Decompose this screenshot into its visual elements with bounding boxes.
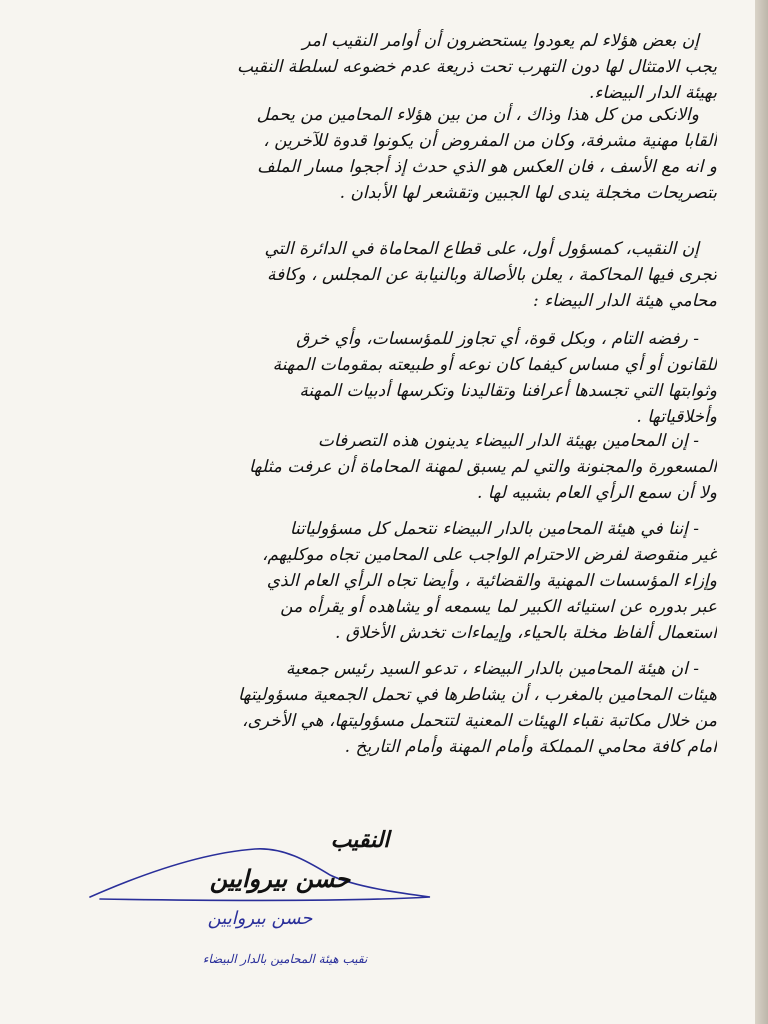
text-line: للقانون أو أي مساس كيفما كان نوعه أو طبيعته بمقومات المهنة: [272, 355, 717, 375]
text-line: و انه مع الأسف ، فان العكس هو الذي حدث إذ أججوا مسار الملف: [257, 157, 717, 177]
text-line: استعمال ألفاظ مخلة بالحياء، وإيماءات تخدش الأخلاق .: [334, 623, 717, 643]
text-line: وإزاء المؤسسات المهنية والقضائية ، وأيضا تجاه الرأي العام الذي: [266, 571, 717, 591]
paragraph-7: [55, 656, 717, 760]
text-line: من خلال مكاتبة نقباء الهيئات المعنية لتتحمل مسؤوليتها، هي الأخرى،: [241, 711, 717, 731]
page-edge: [755, 0, 768, 1024]
text-line: ولا أن سمع الرأي العام بشبيه لها .: [476, 483, 717, 503]
paragraph-6: [55, 516, 717, 646]
text-line: وثوابتها التي تجسدها أعرافنا وتقاليدنا وتكرسها أدبيات المهنة: [299, 381, 717, 401]
text-line: - رفضه التام ، وبكل قوة، أي تجاوز للمؤسسات، وأي خرق: [296, 329, 699, 349]
text-line: تجرى فيها المحاكمة ، يعلن بالأصالة وبالنيابة عن المجلس ، وكافة: [266, 265, 717, 285]
text-line: - ان هيئة المحامين بالدار البيضاء ، تدعو السيد رئيس جمعية: [285, 659, 699, 679]
text-line: والانكى من كل هذا وذاك ، أن من بين هؤلاء المحامين من يحمل: [256, 105, 699, 125]
text-line: بتصريحات مخجلة يندى لها الجبين وتقشعر لها الأبدان .: [339, 183, 717, 203]
paragraph-2: [55, 102, 717, 206]
text-line: هيئات المحامين بالمغرب ، أن يشاطرها في تحمل الجمعية مسؤوليتها: [237, 685, 717, 705]
text-line: وأخلاقياتها .: [636, 407, 717, 427]
paragraph-4: [55, 326, 717, 430]
text-line: - إننا في هيئة المحامين بالدار البيضاء نتحمل كل مسؤولياتنا: [289, 519, 699, 539]
text-line: عبر بدوره عن استيائه الكبير لما يسمعه أو يشاهده أو يقرأه من: [280, 597, 717, 617]
signatory-title: النقيب: [330, 828, 390, 853]
text-line: محامي هيئة الدار البيضاء :: [532, 291, 717, 311]
stamp-title: نقيب هيئة المحامين بالدار البيضاء: [202, 952, 368, 966]
text-line: بهيئة الدار البيضاء.: [589, 83, 717, 103]
text-line: إن بعض هؤلاء لم يعودوا يستحضرون أن أوامر النقيب امر: [302, 31, 699, 51]
text-line: غير منقوصة لفرض الاحترام الواجب على المحامين تجاه موكليهم،: [262, 545, 717, 565]
paragraph-3: [55, 236, 717, 314]
text-line: ألقابا مهنية مشرفة، وكان من المفروض أن يكونوا قدوة للآخرين ،: [263, 131, 717, 151]
text-line: إن النقيب، كمسؤول أول، على قطاع المحاماة في الدائرة التي: [264, 239, 699, 259]
signature-block: [0, 820, 755, 1020]
paragraph-5: [55, 428, 717, 506]
text-line: يجب الامتثال لها دون التهرب تحت ذريعة عدم خضوعه لسلطة النقيب: [236, 57, 717, 77]
text-line: - إن المحامين بهيئة الدار البيضاء يدينون هذه التصرفات: [317, 431, 699, 451]
signatory-name: حسن بيروايين: [209, 865, 351, 893]
stamp-name: حسن بيروايين: [207, 908, 313, 929]
paragraph-1: [55, 28, 717, 106]
text-line: امام كافة محامي المملكة وأمام المهنة وأمام التاريخ .: [344, 737, 717, 757]
text-line: المسعورة والمجنونة والتي لم يسبق لمهنة المحاماة أن عرفت مثلها: [248, 457, 717, 477]
